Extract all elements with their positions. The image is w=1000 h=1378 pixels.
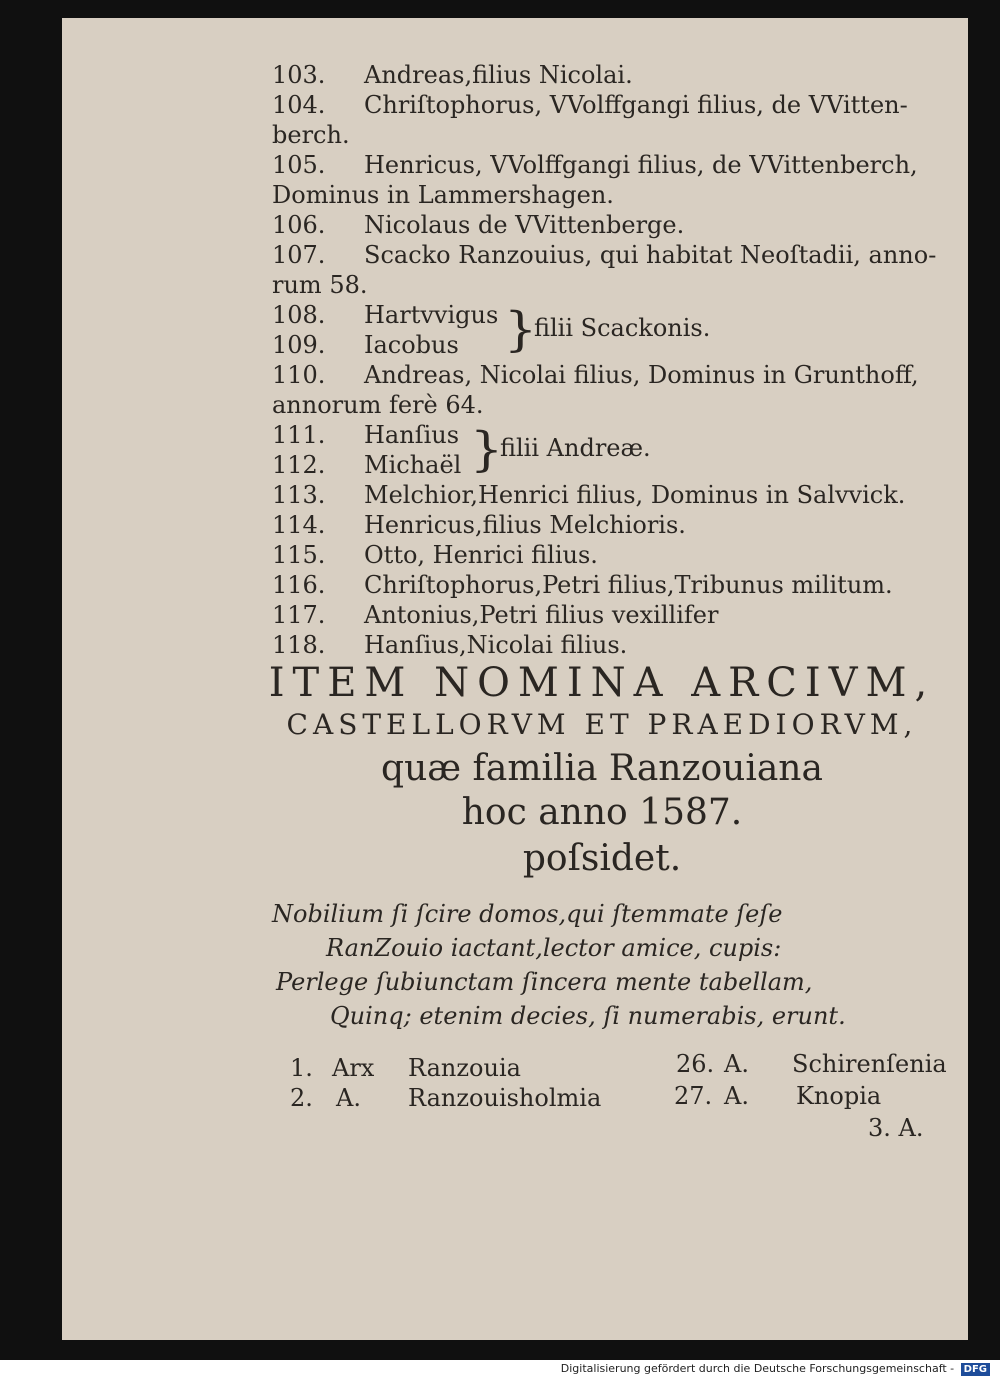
entry-115: [272, 540, 952, 570]
entry-number: 111.: [272, 421, 326, 449]
entry-text: Andreas, Nicolai filius, Dominus in Grunthoff,: [364, 361, 919, 389]
entry-number: 107.: [272, 241, 326, 269]
entry-number: 104.: [272, 91, 326, 119]
entry-text: Henricus,filius Melchioris.: [364, 511, 686, 539]
brace-mark: }: [470, 423, 504, 477]
credit-text: Digitalisierung gefördert durch die Deutsche Forschungsgemeinschaft -: [560, 1362, 955, 1375]
brace-mark: }: [504, 303, 538, 357]
entry-text: Andreas,filius Nicolai.: [364, 61, 633, 89]
castle-name: Ranzouisholmia: [408, 1084, 602, 1112]
section-heading-line-1: ITEM NOMINA ARCIVM,: [268, 660, 936, 706]
group-note: filii Andreæ.: [500, 434, 651, 462]
catchword: 3. A.: [868, 1114, 924, 1142]
entry-106: [272, 210, 952, 240]
entry-107-continuation: [272, 270, 952, 300]
entry-number: 103.: [272, 61, 326, 89]
entry-number: 108.: [272, 301, 326, 329]
section-heading-line-3: quæ familia Ranzouiana: [381, 748, 823, 789]
entry-number: 114.: [272, 511, 326, 539]
entry-text: berch.: [272, 121, 350, 149]
entry-name: Hanſius: [364, 421, 460, 449]
entry-117: [272, 600, 952, 630]
entry-name: Michaël: [364, 451, 462, 479]
verse-line: Perlege ſubiunctam ſincera mente tabellam,: [276, 968, 813, 996]
section-heading-line-4: hoc anno 1587.: [461, 792, 743, 833]
entry-number: 116.: [272, 571, 326, 599]
entry-name: Hartvvigus: [364, 301, 499, 329]
entry-113: [272, 480, 952, 510]
entry-number: 109.: [272, 331, 326, 359]
entry-text: Chriſtophorus, VVolffgangi filius, de VVitten-: [364, 91, 908, 119]
castle-number: 1.: [290, 1054, 313, 1082]
entry-text: Hanſius,Nicolai filius.: [364, 631, 628, 659]
castle-name: Schirenſenia: [792, 1050, 947, 1078]
entry-104: [272, 90, 952, 120]
entry-text: Melchior,Henrici filius, Dominus in Salvvick.: [364, 481, 906, 509]
digitization-credit: [561, 1362, 990, 1376]
entry-text: Otto, Henrici filius.: [364, 541, 598, 569]
castle-name: Ranzouia: [408, 1054, 521, 1082]
entry-text: Nicolaus de VVittenberge.: [364, 211, 685, 239]
entry-text: annorum ferè 64.: [272, 391, 484, 419]
entry-number: 112.: [272, 451, 326, 479]
sons-of-scacko-group: [272, 300, 952, 360]
entry-114: [272, 510, 952, 540]
entry-118: [272, 630, 952, 660]
verse-line: Nobilium ſi ſcire domos,qui ſtemmate ſeſe: [272, 900, 783, 928]
verse-line: RanZouio iactant,lector amice, cupis:: [326, 934, 782, 962]
section-heading-line-5: poſsidet.: [522, 838, 682, 879]
entry-list: [272, 60, 952, 660]
entry-number: 115.: [272, 541, 326, 569]
castle-number: 26.: [676, 1050, 715, 1078]
entry-name: Iacobus: [364, 331, 459, 359]
entry-103: [272, 60, 952, 90]
castle-type: A.: [724, 1082, 749, 1110]
entry-number: 110.: [272, 361, 326, 389]
castle-name: Knopia: [796, 1082, 882, 1110]
entry-105: [272, 150, 952, 180]
entry-number: 106.: [272, 211, 326, 239]
entry-110-continuation: [272, 390, 952, 420]
entry-text: Henricus, VVolffgangi filius, de VVittenberch,: [364, 151, 918, 179]
verse-line: Quinq; etenim decies, ſi numerabis, erunt.: [330, 1002, 846, 1030]
entry-number: 117.: [272, 601, 326, 629]
sons-of-andreas-group: [272, 420, 952, 480]
castle-number: 2.: [290, 1084, 313, 1112]
entry-105-continuation: [272, 180, 952, 210]
book-page: [62, 18, 968, 1340]
dfg-logo: DFG: [961, 1363, 990, 1376]
castle-type: Arx: [332, 1054, 375, 1082]
castle-number: 27.: [674, 1082, 713, 1110]
castle-type: A.: [336, 1084, 361, 1112]
entry-text: Chriſtophorus,Petri filius,Tribunus militum.: [364, 571, 893, 599]
entry-text: rum 58.: [272, 271, 368, 299]
entry-text: Antonius,Petri filius vexillifer: [364, 601, 719, 629]
entry-number: 113.: [272, 481, 326, 509]
entry-116: [272, 570, 952, 600]
entry-110: [272, 360, 952, 390]
castle-type: A.: [724, 1050, 749, 1078]
entry-number: 105.: [272, 151, 326, 179]
section-heading-line-2: CASTELLORVM ET PRAEDIORVM,: [286, 708, 918, 741]
entry-text: Dominus in Lammershagen.: [272, 181, 614, 209]
entry-number: 118.: [272, 631, 326, 659]
entry-107: [272, 240, 952, 270]
group-note: filii Scackonis.: [534, 314, 711, 342]
entry-text: Scacko Ranzouius, qui habitat Neoſtadii, anno-: [364, 241, 937, 269]
entry-104-continuation: [272, 120, 952, 150]
